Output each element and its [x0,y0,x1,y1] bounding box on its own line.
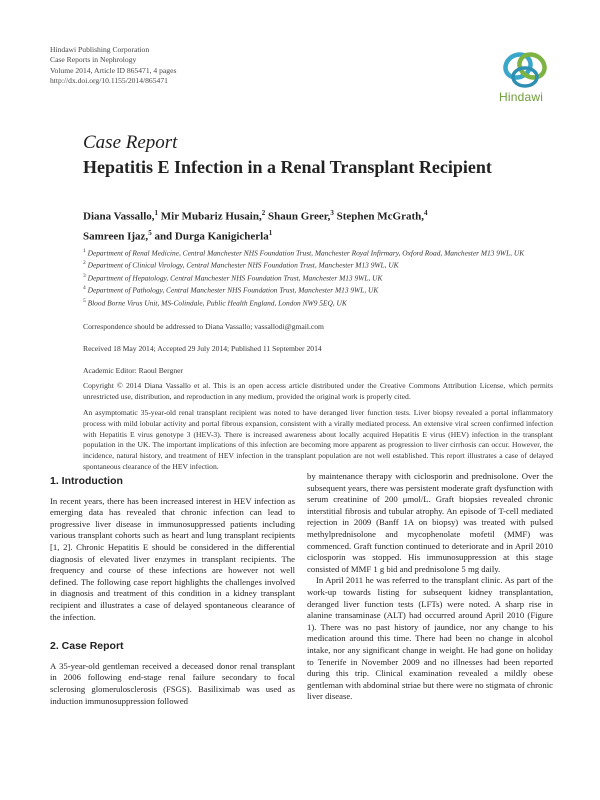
article-type-label: Case Report [83,132,178,153]
case-report-paragraph: A 35-year-old gentleman received a deceased donor renal transplant in 2006 following end-stage renal failure secondary to focal sclerosing glomerulosclerosis (FSGS). Basiliximab was used as induction immunosuppression followed [50,660,295,706]
correspondence-note: Correspondence should be addressed to Diana Vassallo; vassallodi@gmail.com [83,322,324,331]
affiliation-text: Department of Hepatology, Central Manchester NHS Foundation Trust, Manchester M13 9WL, UK [87,273,383,283]
hindawi-wordmark: Hindawi [499,90,544,104]
affiliation-mark: 2 [83,260,86,267]
copyright-notice: Copyright © 2014 Diana Vassallo et al. This is an open access article distributed under the Creative Commons Attribution License, which permits unrestricted use, distribution, and reproduction in any medium, provided the original work is properly cited. [83,381,553,401]
affiliation-list [83,246,553,308]
publisher-name: Hindawi Publishing Corporation [50,45,150,54]
author-affiliation-mark: 4 [423,209,428,217]
abstract: An asymptomatic 35-year-old renal transplant recipient was noted to have deranged liver function tests. Liver biopsy revealed a portal inflammatory process with mild lobular activity and portal fibrous expansion, consistent with a virally mediated process. An extensive viral screen confirmed infection with Hepatitis E virus genotype 3 (HEV-3). There is increased awareness about locally acquired Hepatitis E virus (HEV) infection in the transplant population in the UK. The important implications of this infection are becoming more apparent as progression to liver cirrhosis can occur. However, the incidence, natural history, and treatment of HEV infection in the transplant population are not well established. This report illustrates a case of delayed spontaneous clearance of the HEV infection. [83,408,553,471]
affiliation-mark: 4 [83,285,86,292]
author-name: Diana Vassallo, [83,210,155,223]
article-title: Hepatitis E Infection in a Renal Transplant Recipient [83,157,492,177]
affiliation-item [83,283,553,295]
body-column-right [307,471,553,703]
affiliation-item [83,271,553,283]
doi-link[interactable]: http://dx.doi.org/10.1155/2014/865471 [50,76,168,86]
author-name: Mir Mubariz Husain, [160,210,262,223]
affiliation-mark: 1 [83,248,86,254]
affiliation-item [83,296,553,308]
journal-header [50,45,350,87]
author-affiliation-mark: 1 [154,209,159,217]
case-report-paragraph: In April 2011 he was referred to the transplant clinic. As part of the work-up towards listing for subsequent kidney transplantation, deranged liver function tests (LFTs) were noted. A sharp rise in alanine transaminase (ALT) had occurred around April 2010 (Figure 1). There was no past history of jaundice, nor any change to his medication around this time. There had been no change in alcohol intake, nor any significant change in weight. He had gone on holiday to Tenerife in November 2009 and no illnesses had been reported during this trip. Clinical examination revealed a mildly obese gentleman with abdominal striae but there were no stigmata of chronic liver disease. [307,575,553,702]
body-column-left [50,476,295,707]
affiliation-text: Department of Clinical Virology, Central Manchester NHS Foundation Trust, Manchester M13 9WL, UK [87,260,399,270]
author-list [83,205,563,244]
affiliation-item [83,258,553,270]
affiliation-text: Blood Borne Virus Unit, MS-Colindale, Public Health England, London NW9 5EQ, UK [87,298,347,308]
author-name: and Durga Kanigicherla [154,230,269,243]
author-affiliation-mark: 5 [148,228,152,237]
section-heading-case-report: 2. Case Report [50,640,124,653]
section-heading-introduction: 1. Introduction [50,475,123,487]
author-affiliation-mark: 3 [330,209,334,217]
affiliation-text: Department of Renal Medicine, Central Manchester NHS Foundation Trust, Manchester Royal Infirmary, Oxford Road, Manchester M13 9WL, UK [87,248,525,258]
journal-name: Case Reports in Nephrology [50,55,137,65]
author-affiliation-mark: 1 [268,228,273,237]
introduction-paragraph: In recent years, there has been increased interest in HEV infection as emerging data has revealed that chronic infection can lead to progressive liver disease in immunosuppressed patients including various transplant cohorts such as heart and lung transplant recipients [1, 2]. Chronic Hepatitis E should be considered in the differential diagnosis of elevated liver enzymes in transplant recipients. The frequency and course of these infections are however not well defined. The following case report highlights the challenges involved in diagnosis and treatment of this condition in a kidney transplant recipient and illustrates a case of delayed spontaneous clearance of the infection. [50,495,295,622]
author-affiliation-mark: 2 [261,209,266,217]
affiliation-text: Department of Pathology, Central Manchester NHS Foundation Trust, Manchester M13 9WL, UK [87,285,379,295]
case-report-paragraph: by maintenance therapy with ciclosporin and prednisolone. Over the subsequent years, there was persistent moderate graft dysfunction with serum creatinine of 200 μmol/L. Graft biopsies revealed chronic interstitial fibrosis and tubular atrophy. An episode of T-cell mediated rejection in 2009 (Banff 1A on biopsy) was treated with pulsed methylprednisolone and mycophenolate mofetil (MMF) was commenced. Graft function continued to deteriorate and in April 2010 ciclosporin was stopped. His immunosuppression at this stage consisted of MMF 1 g bid and prednisolone 5 mg daily. [307,471,553,574]
academic-editor: Academic Editor: Raoul Bergner [83,366,184,375]
volume-info: Volume 2014, Article ID 865471, 4 pages [50,65,177,75]
affiliation-item [83,246,553,258]
author-name: Shaun Greer, [267,210,331,223]
publication-dates: Received 18 May 2014; Accepted 29 July 2014; Published 11 September 2014 [83,344,322,353]
affiliation-mark: 5 [83,297,86,304]
author-name: Samreen Ijaz, [83,230,149,243]
author-name: Stephen McGrath, [336,210,424,223]
affiliation-mark: 3 [83,272,86,279]
